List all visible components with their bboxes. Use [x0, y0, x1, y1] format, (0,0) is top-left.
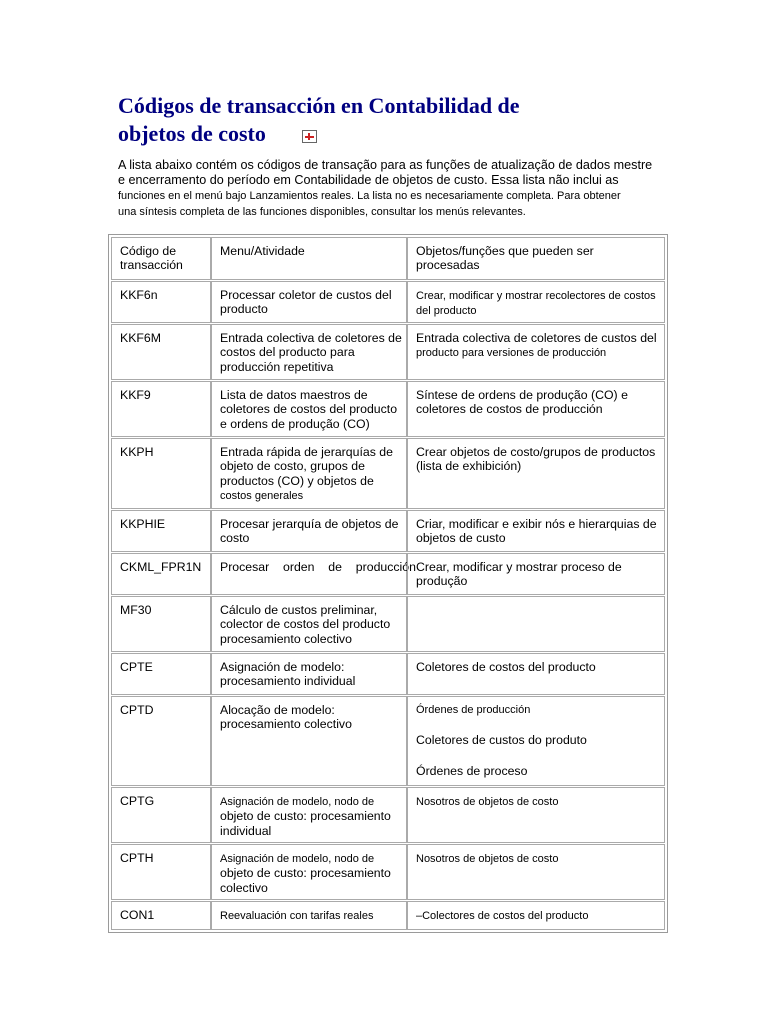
intro-line-2: e encerramento do período em Contabilidade de objetos de custo. Essa lista não inclui as [118, 173, 619, 187]
table-cell-menu: Alocação de modelo: procesamiento colectivo [211, 696, 407, 786]
table-cell-objects [407, 696, 665, 786]
table-cell-objects: Crear objetos de costo/grupos de productos (lista de exhibición) [407, 438, 665, 509]
expand-icon[interactable] [302, 130, 317, 143]
transaction-codes-table [108, 234, 668, 933]
objects-list-item: Coletores de custos do produto [416, 733, 587, 748]
objects-text-line-1: Entrada colectiva de coletores de custos del [416, 331, 657, 345]
table-cell-objects: Síntese de ordens de produção (CO) e coletores de costos de producción [407, 381, 665, 437]
intro-line-3: funciones en el menú bajo Lanzamientos reales. La lista no es necesariamente completa. Para obtener [118, 190, 621, 202]
menu-text: objeto de custo: procesamiento individual [220, 809, 391, 838]
objects-text: –Colectores de costos del producto [416, 910, 589, 922]
table-cell-menu [211, 901, 407, 930]
menu-word: Procesar [220, 560, 270, 574]
menu-text: Entrada rápida de jerarquías de objeto de costo, grupos de productos (CO) y objetos de [220, 445, 393, 488]
table-cell-code: CPTE [111, 653, 211, 695]
table-cell-code: CON1 [111, 901, 211, 930]
table-cell-menu: Asignación de modelo: procesamiento individual [211, 653, 407, 695]
table-cell-objects [407, 901, 665, 930]
objects-list-item: Órdenes de proceso [416, 763, 528, 778]
menu-text-small: costos generales [220, 490, 304, 503]
page-title-line-1: Códigos de transacción en Contabilidad de [118, 93, 520, 118]
header-cell-menu: Menu/Atividade [211, 237, 407, 280]
table-cell-objects: Criar, modificar e exibir nós e hierarquias de objetos de custo [407, 510, 665, 552]
table-cell-menu: Procesar jerarquía de objetos de costo [211, 510, 407, 552]
table-cell-objects [407, 596, 665, 652]
objects-text-line-2: producto para versiones de producción [416, 347, 607, 360]
table-cell-code: KKPH [111, 438, 211, 509]
table-cell-code: KKF9 [111, 381, 211, 437]
table-cell-objects: Coletores de costos del producto [407, 653, 665, 695]
menu-text: objeto de custo: procesamiento colectivo [220, 866, 391, 895]
table-cell-menu [211, 553, 416, 595]
table-cell-code: KKF6n [111, 281, 211, 323]
header-cell-objects: Objetos/funções que pueden ser procesadas [407, 237, 665, 280]
menu-text-small: Reevaluación con tarifas reales [220, 910, 374, 922]
table-cell-code: CPTH [111, 844, 211, 900]
table-cell-code: CPTD [111, 696, 211, 786]
table-cell-objects [407, 281, 665, 323]
table-cell-code: KKF6M [111, 324, 211, 380]
table-cell-menu [211, 844, 407, 900]
page-title [118, 92, 578, 148]
objects-text: Crear, modificar y mostrar recolectores de costos del producto [416, 290, 656, 318]
menu-word: producción [355, 560, 416, 574]
table-cell-menu: Lista de datos maestros de coletores de costos del producto e ordens de produção (CO) [211, 381, 407, 437]
table-cell-menu: Entrada colectiva de coletores de costos del producto para producción repetitiva [211, 324, 407, 380]
intro-paragraph [118, 158, 678, 220]
table-cell-menu: Cálculo de custos preliminar, colector de costos del producto procesamiento colectivo [211, 596, 407, 652]
table-cell-menu: Processar coletor de custos del producto [211, 281, 407, 323]
menu-text-small: Asignación de modelo, nodo de [220, 796, 375, 808]
table-cell-code: MF30 [111, 596, 211, 652]
menu-word: orden [283, 560, 315, 574]
table-cell-menu [211, 438, 407, 509]
header-cell-code: Código de transacción [111, 237, 211, 280]
menu-text-small: Asignación de modelo, nodo de [220, 853, 375, 865]
intro-line-1: A lista abaixo contém os códigos de transação para as funções de atualização de dados mestre [118, 158, 653, 172]
objects-text: Nosotros de objetos de costo [416, 853, 559, 865]
table-cell-objects [407, 844, 665, 900]
table-cell-code: CPTG [111, 787, 211, 843]
table-cell-code: CKML_FPR1N [111, 553, 211, 595]
table-cell-objects [407, 787, 665, 843]
page-title-line-2: objetos de costo [118, 121, 266, 146]
table-cell-menu [211, 787, 407, 843]
objects-list-item: Órdenes de producción [416, 704, 531, 716]
table-cell-objects [407, 324, 665, 380]
table-cell-code: KKPHIE [111, 510, 211, 552]
menu-word: de [328, 560, 342, 574]
intro-line-4: una síntesis completa de las funciones disponibles, consultar los menús relevantes. [118, 206, 526, 218]
table-cell-objects: Crear, modificar y mostrar proceso de produção [407, 553, 665, 595]
objects-text: Nosotros de objetos de costo [416, 796, 559, 808]
